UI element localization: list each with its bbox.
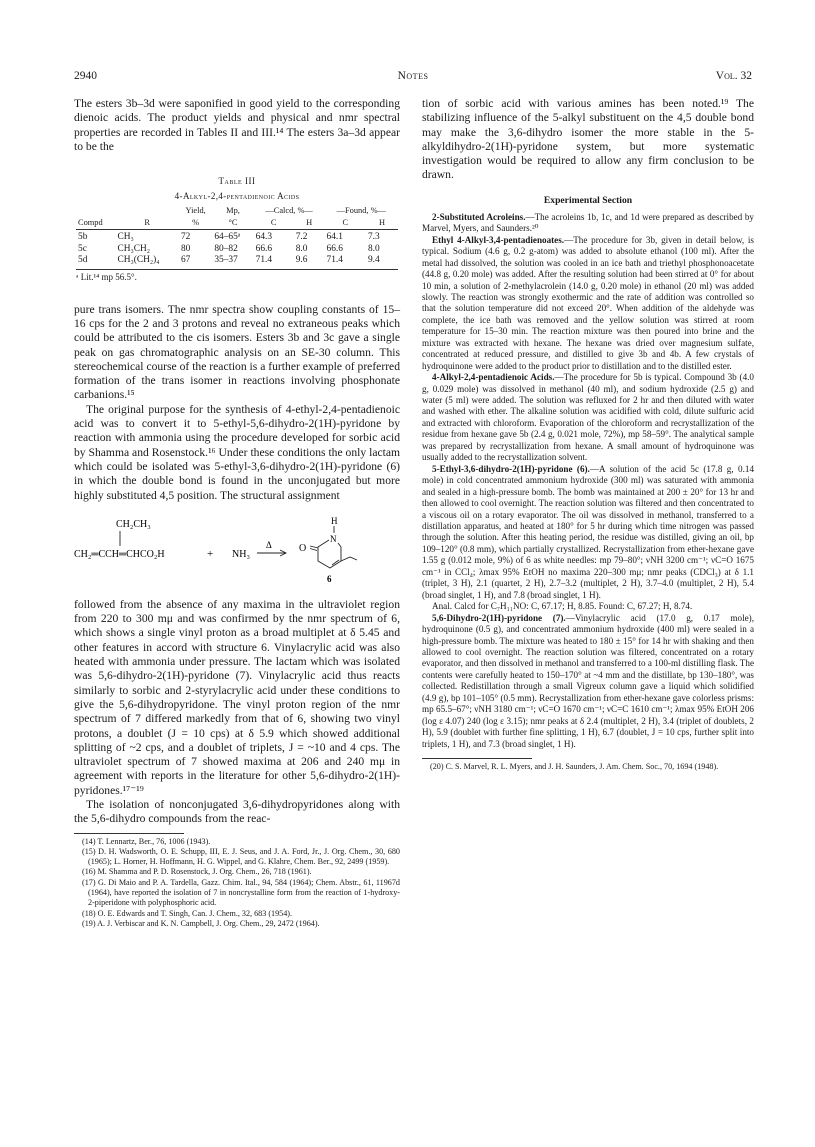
- running-header: [74, 70, 752, 86]
- paragraph-text: —Vinylacrylic acid (17.0 g, 0.17 mole), hydroquinone (0.5 g), and concentrated ammonium hydroxide (400 ml) were sealed in a high-pressure bomb. The mixture was heated to 180 ± 15° for 14 hr with shaking and then allowed to cool overnight. The reaction solution was filtered, concentrated on a rotary evaporator, and then dissolved in methanol and transferred to a 100-ml distilling flask. The contents were carefully heated to 150–170° at ~4 mm and the distillate, bp 130–180°, was collected. Redistillation through a small Vigreux column gave a liquid which solidified (4.9 g), bp 101–105° (0.5 mm). Recrystallization from ether-hexane gave colorless prisms: mp 65.5–67°; νNH 3180 cm⁻¹; νC=O 1670 cm⁻¹; νC=C 1610 cm⁻¹; λmax 95% EtOH 206 (log ε 4.07) 240 (log ε 3.15); nmr peaks at δ 2.4 (multiplet, 2 H), 3.4 (triplet of doublets, 2 H), 5.9 (doublet with further fine splitting, 1 H), 6.7 (doublet, J = 10 cps, further split into triplets, 1 H), and 7.3 (broad singlet, 1 H).: [422, 612, 754, 749]
- table-cell: 71.4: [325, 255, 366, 269]
- paragraph: tion of sorbic acid with various amines has been noted.¹⁹ The stabilizing influence of the 5-alkyl substituent on the 4,5 double bond may make the 3,6-dihydro isomer the more stable in the 5-alkyldihydro-2(1H)-pyridone system, but more systematic investigation would be required to allow any firm conclusion to be drawn.: [422, 97, 754, 182]
- bond-line: [310, 546, 318, 548]
- table-header-cell: %: [179, 217, 212, 230]
- footnote-item: (19) A. J. Verbiscar and K. N. Campbell, J. Org. Chem., 29, 2472 (1964).: [82, 918, 320, 928]
- hydrogen-label: H: [331, 515, 338, 526]
- paragraph-text: —The procedure for 3b, given in detail below, is typical. Sodium (4.6 g, 0.2 g-atom) was added to absolute ethanol (100 ml). After the metal had dissolved, the solution was cooled in an ice bath and triethyl phosphonoacetate (44.8 g, 0.20 mole) was added. After the resulting solution had been stirred at 0° for about 10 min, a solution of 2-methylacrolein (14.0 g, 0.20 mole) in ethanol (20 ml) was added slowly. The reaction was strongly exothermic and the rate of addition was controlled so that the solution temperature did not exceed 20°. When addition of the aldehyde was complete, the ice bath was removed and the yellow solution was stirred at room temperature for 15–30 min. The reaction mixture was then poured into brine and the mixture was extracted with hexane. The hexane was dried over magnesium sulfate, concentrated at reduced pressure, and distilled to give 3b and 4b. A few crystals of hydroquinone were added to the product prior to distillation and to the distilled ester.: [422, 234, 754, 371]
- table-cell: 7.2: [295, 232, 308, 243]
- table-cell: CH₃(CH₂)₄: [115, 255, 178, 269]
- table-cell: 71.4: [254, 255, 294, 269]
- table-header-cell: Yield,: [185, 206, 206, 216]
- table-header-row: [76, 205, 398, 217]
- table-cell: 35–37: [212, 255, 253, 269]
- table-header-row: [76, 217, 398, 230]
- table-cell: 8.0: [367, 243, 380, 254]
- section-heading: Experimental Section: [543, 194, 633, 206]
- paragraph-heading: 5-Ethyl-3,6-dihydro-2(1H)-pyridone (6).: [432, 463, 590, 474]
- ammonia-label: NH₃: [232, 548, 250, 560]
- ethyl-icon: [341, 557, 357, 561]
- table-header-cell: C: [254, 217, 294, 230]
- table-header-cell: —Calcd, %—: [265, 206, 313, 216]
- table-cell: 64.1: [326, 232, 343, 243]
- paragraph-text: —The acroleins 1b, 1c, and 1d were prepared as described by Marvel, Myers, and Saunders.²⁰: [422, 211, 754, 234]
- table-row: [76, 244, 398, 256]
- plus-sign: +: [207, 547, 214, 560]
- table-cell: 9.4: [366, 255, 398, 269]
- table-cell: 7.3: [367, 232, 380, 243]
- paragraph: [422, 372, 754, 464]
- paragraph: pure trans isomers. The nmr spectra show coupling constants of 15–16 cps for the 2 and 3 protons and reveal no extraneous peaks which could be attributed to the cis isomers. Esters 3b and 3c gave a single peak on gas chromatographic analysis on an SE-30 column. This stereochemical course of the reaction is a further example of preferred formation of the trans isomer in reactions involving phosphonate carbanions.¹⁵: [74, 302, 400, 402]
- table-header-cell: [76, 205, 115, 217]
- paragraph: The original purpose for the synthesis of 4-ethyl-2,4-pentadienoic acid was to convert it to 5-ethyl-5,6-dihydro-2(1H)-pyridone by reaction with ammonia using the procedure developed for sorbic acid by Shamma and Rosenstock.¹⁶ Under these conditions the only lactam which could be isolated was 5-ethyl-3,6-dihydro-2(1H)-pyridone (6) in which the double bond is found in the unconjugated but more highly substituted 4,5 position. The structural assignment: [74, 402, 400, 502]
- paragraph-text: —The procedure for 5b is typical. Compound 3b (4.0 g, 0.029 mole) was dissolved in methanol (40 ml), and sodium hydroxide (2.5 g) and water (5 ml) were added. The solution was refluxed for 2 hr and then diluted with water and washed with ether. The alkaline solution was acidified with cold, dilute sulfuric acid and extracted with chloroform. Evaporation of the chloroform and recrystallization of the residue from hexane gave 5b (2.4 g, 0.021 mole, 72%), mp 58–59°. The analytical sample was prepared by recrystallization from hexane. A small amount of hydroquinone was usually added to the recrystallization solvent.: [422, 372, 754, 463]
- footnote-rule: [422, 758, 532, 759]
- left-column: [74, 97, 400, 929]
- footnote-item: (16) M. Shamma and P. D. Rosenstock, J. Org. Chem., 26, 718 (1961).: [82, 867, 312, 877]
- table-cell: 67: [179, 255, 212, 269]
- table-iii: [76, 205, 398, 270]
- table-header-cell: R: [115, 217, 178, 230]
- analysis-line: Anal. Calcd for C₇H₁₁NO: C, 67.17; H, 8.85. Found: C, 67.27; H, 8.74.: [432, 601, 693, 612]
- ring-icon: [318, 540, 341, 568]
- paragraph: The isolation of nonconjugated 3,6-dihydropyridones along with the 5,6-dihydro compounds from the reac-: [74, 798, 400, 826]
- paragraph: [422, 464, 754, 601]
- paragraph-heading: 2-Substituted Acroleins.: [432, 211, 526, 222]
- reactant-label: CH₂═CCH═CHCO₂H: [74, 548, 165, 560]
- paragraph: [422, 212, 754, 235]
- table-cell: 5c: [78, 243, 87, 254]
- volume-label: Vol. 32: [715, 70, 752, 82]
- table-cell: 64.3: [255, 232, 273, 243]
- table-cell: 66.6: [326, 243, 343, 254]
- footnotes: [422, 762, 754, 772]
- table-row: [76, 255, 398, 269]
- nitrogen-label: N: [330, 533, 337, 544]
- table-header-cell: H: [294, 217, 325, 230]
- table-header-cell: [115, 205, 178, 217]
- section-name: Notes: [397, 70, 429, 82]
- table-cell: 5b: [78, 232, 88, 243]
- table-cell: 5d: [76, 255, 115, 269]
- paragraph-text: —A solution of the acid 5c (17.8 g, 0.14 mole) in cold concentrated ammonium hydroxide (300 ml) was saturated with ammonia and sealed in a high-pressure bomb. The bomb was maintained at 200 ± 20° for 13 hr and then allowed to cool overnight. The reaction solution was filtered and then concentrated to a viscous oil on a rotary evaporator. The oil was dissolved in methanol, transferred to a distillation apparatus, and heated at 180° for 5 hr during which time nitrogen was passed through the solution. After this heating period, the residue was distilled, giving an oil, bp 109–120° (0.8 mm), which partially crystallized. Recrystallization from ether-hexane gave 1.55 g (0.012 mole, 9%) of 6 as white needles: mp 79–80°; νNH 3200 cm⁻¹; νC=O 1675 cm⁻¹ in CCl₄; λmax 95% EtOH no maxima 220–300 mμ; nmr peaks (CDCl₃) at δ 1.1 (triplet, 3 H), 2.1 (quartet, 2 H), 2.7–3.2 (multiplet, 2 H), 3.7–4.0 (multiplet, 2 H), 5.4 (broad singlet, 1 H), and 7.8 (broad singlet, 1 H).: [422, 463, 755, 600]
- footnotes: [74, 837, 400, 930]
- table-cell: 80–82: [214, 243, 238, 254]
- table-footnote: ᵃ Lit.¹⁴ mp 56.5°.: [76, 271, 137, 282]
- oxygen-label: O: [299, 542, 307, 554]
- bond-line: [310, 548, 317, 550]
- paragraph: followed from the absence of any maxima in the ultraviolet region from 220 to 300 mμ and was confirmed by the nmr spectrum of 6, which shows a single vinyl proton as a broad multiplet at δ 5.45 and other features in accord with structure 6. Vinylacrylic acid was also heated with ammonia under pressure. The lactam which was isolated was 5,6-dihydro-2(1H)-pyridone (7). Vinylacrylic acid thus reacts similarly to sorbic and 2-styrylacrylic acid under these conditions to give the 5,6-dihydropyridone. The vinyl proton region of the nmr spectrum of 7 differed markedly from that of 6, showing two vinyl protons, a doublet (J = 10 cps) at δ 5.9 which showed additional splitting of ~2 cps, and a doublet of triplets, J = ~10 and 4 cps. The ultraviolet spectrum of 7 showed maxima at 206 and 240 mμ in agreement with reports in the literature for other 5,6-dihydro-2(1H)-pyridones.¹⁷⁻¹⁹: [74, 597, 400, 797]
- table-cell: 8.0: [295, 243, 308, 254]
- paragraph-heading: Ethyl 4-Alkyl-3,4-pentadienoates.: [432, 234, 565, 245]
- footnote-rule: [74, 833, 184, 834]
- reaction-scheme-drawing: [74, 513, 400, 610]
- table-header-cell: —Found, %—: [336, 206, 386, 216]
- arrow-label: Δ: [266, 539, 272, 550]
- table-cell: 72: [180, 232, 191, 243]
- table-subtitle: 4-Alkyl-2,4-pentadienoic Acids: [174, 191, 300, 202]
- table-header-cell: Compd: [76, 217, 115, 230]
- table-cell: 9.6: [294, 255, 325, 269]
- table-header-cell: C: [325, 217, 366, 230]
- right-column: [422, 97, 754, 772]
- page-number: 2940: [74, 70, 97, 82]
- table-header-cell: °C: [212, 217, 253, 230]
- table-cell: CH₃: [117, 232, 134, 243]
- table-cell: 80: [180, 243, 191, 254]
- paragraph: [422, 235, 754, 372]
- table-title: Table III: [218, 176, 256, 187]
- paragraph-heading: 4-Alkyl-2,4-pentadienoic Acids.: [432, 372, 555, 383]
- paragraph: The esters 3b–3d were saponified in good yield to the corresponding dienoic acids. The product yields and physical and nmr spectral properties are recorded in Tables II and III.¹⁴ The esters 3a–3d appear to be the: [74, 97, 400, 153]
- paragraph: [422, 613, 754, 750]
- footnote-item: (15) D. H. Wadsworth, O. E. Schupp, III, E. J. Seus, and J. A. Ford, Jr., J. Org. Chem., 30, 680 (1965); L. Horner, H. Hoffmann, H. G. Wippel, and G. Klahre, Chem. Ber., 92, 2499 (1959).: [82, 846, 400, 867]
- footnote-item: (14) T. Lennartz, Ber., 76, 1006 (1943).: [82, 836, 211, 846]
- footnote-item: (20) C. S. Marvel, R. L. Myers, and J. H. Saunders, J. Am. Chem. Soc., 70, 1694 (1948).: [430, 762, 719, 772]
- table-row: [76, 230, 398, 244]
- substituent-label: CH₂CH₃: [116, 518, 151, 530]
- table-cell: CH₃CH₂: [117, 243, 151, 254]
- table-cell: 66.6: [255, 243, 273, 254]
- compound-number: 6: [327, 573, 332, 584]
- footnote-item: (18) O. E. Edwards and T. Singh, Can. J. Chem., 32, 683 (1954).: [82, 908, 293, 918]
- table-header-cell: Mp,: [226, 206, 240, 216]
- paragraph-heading: 5,6-Dihydro-2(1H)-pyridone (7).: [432, 612, 566, 623]
- footnote-item: (17) G. Di Maio and P. A. Tardella, Gazz. Chim. Ital., 94, 584 (1964); Chem. Abstr., 61, 11967d (1964), have reported the isolation of 7 in noncrystalline form from the reaction of 1-hydroxy-2-piperidone with polyphosphoric acid.: [82, 877, 400, 908]
- table-header-cell: H: [366, 217, 398, 230]
- table-cell: 64–65ᵃ: [214, 232, 241, 243]
- reaction-scheme: [74, 513, 400, 610]
